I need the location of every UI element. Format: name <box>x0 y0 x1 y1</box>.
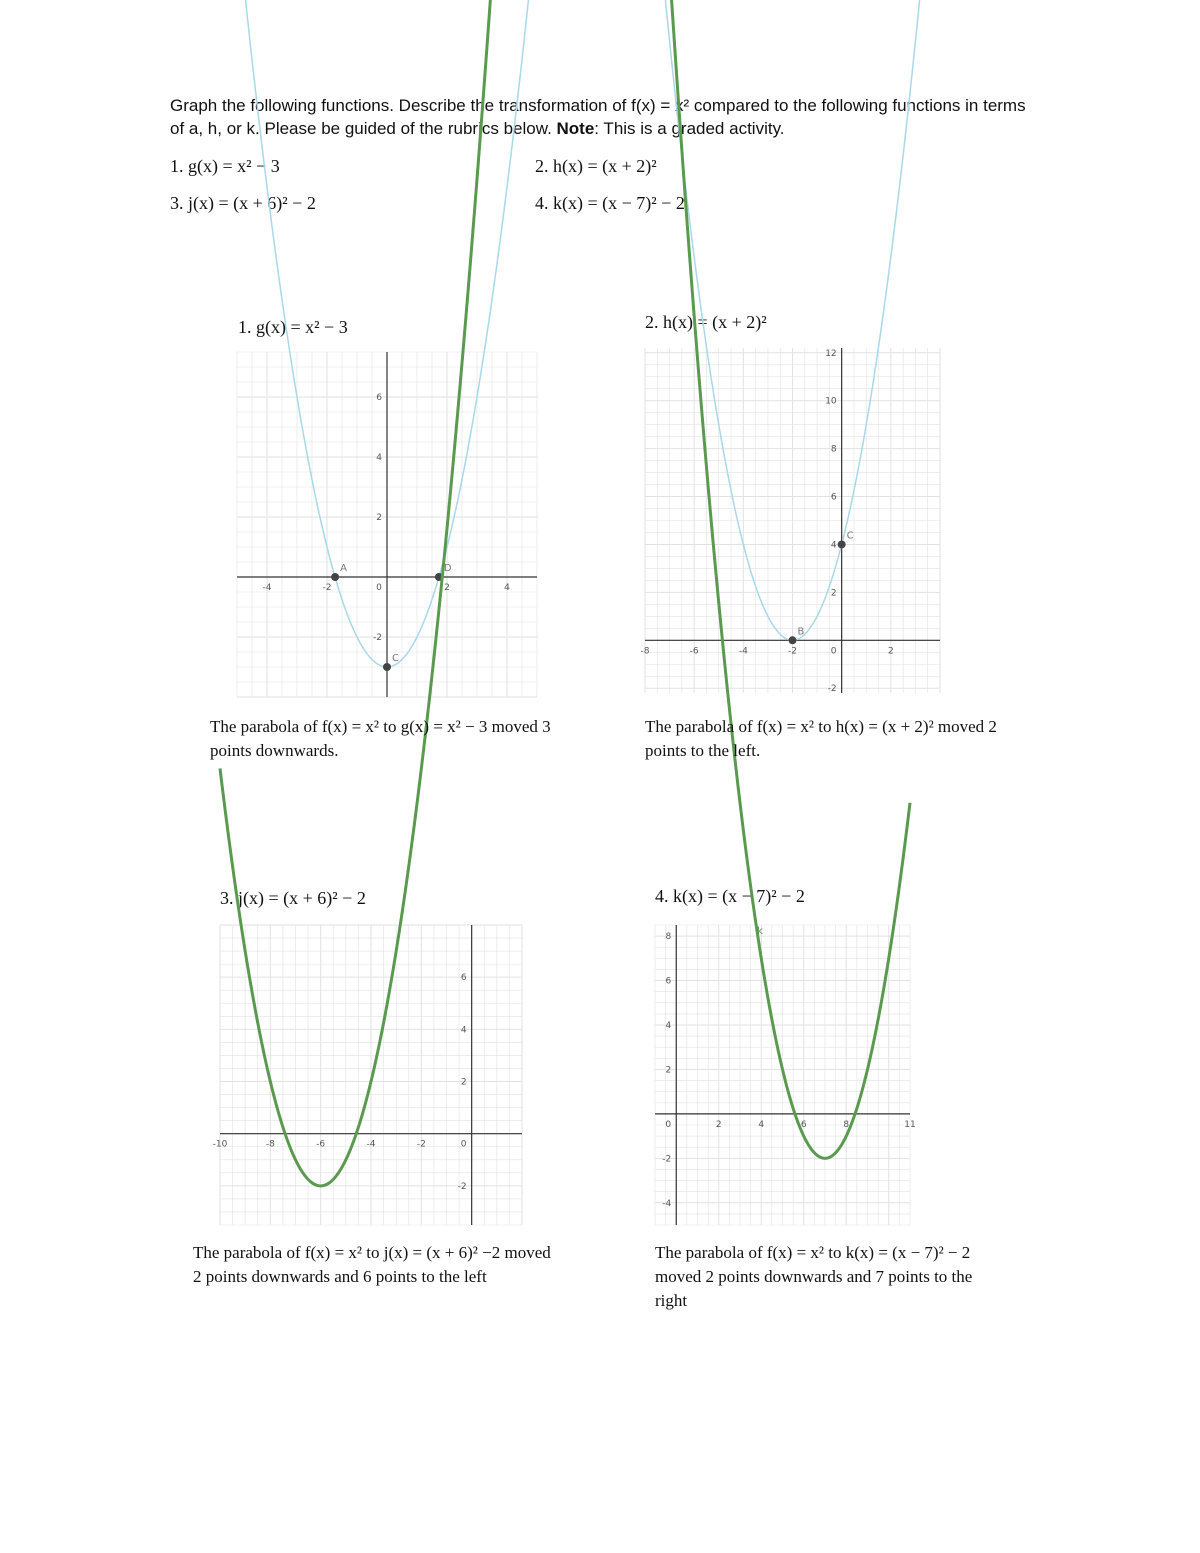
curve-label: k <box>757 926 763 937</box>
graph-j <box>212 925 522 1225</box>
x-tick-label: -8 <box>265 1139 275 1150</box>
y-tick-label: 4 <box>376 453 382 463</box>
description-1: The parabola of f(x) = x² to g(x) = x² − 3 moved 3 points downwards. <box>210 717 551 760</box>
y-tick-label: 6 <box>376 393 382 403</box>
y-tick-label: -2 <box>373 633 382 643</box>
y-tick-label: 2 <box>376 513 382 523</box>
y-tick-label: 8 <box>665 932 672 943</box>
y-tick-label: 10 <box>825 396 837 407</box>
x-tick-label: -2 <box>322 583 332 593</box>
function-3: 3. j(x) = (x + 6)² − 2 <box>170 193 316 213</box>
y-tick-label: 2 <box>665 1065 672 1076</box>
point-label: D <box>443 563 452 574</box>
x-tick-label: 2 <box>715 1119 722 1130</box>
graph-g <box>237 352 537 697</box>
graph-title-4: 4. k(x) = (x − 7)² − 2 <box>655 886 805 906</box>
x-tick-label: 4 <box>504 583 510 593</box>
y-tick-label: -2 <box>827 684 837 695</box>
y-tick-label: 4 <box>830 540 837 551</box>
x-tick-label: -4 <box>262 583 272 593</box>
point-label: A <box>340 563 347 574</box>
instructions <box>170 94 1030 140</box>
x-tick-label: 0 <box>376 583 382 593</box>
description-3: The parabola of f(x) = x² to j(x) = (x + 6)² −2 moved 2 points downwards and 6 points to the left <box>193 1243 551 1286</box>
point-B <box>789 636 797 644</box>
point-label: B <box>797 626 805 638</box>
y-tick-label: 4 <box>665 1021 672 1031</box>
x-tick-label: -6 <box>316 1139 326 1150</box>
y-tick-label: 6 <box>460 973 467 984</box>
x-tick-label: -2 <box>788 646 797 657</box>
graph-h <box>640 348 940 695</box>
y-tick-label: -2 <box>457 1181 467 1192</box>
function-1: 1. g(x) = x² − 3 <box>170 156 280 176</box>
point-C <box>838 540 846 548</box>
x-tick-label: 4 <box>758 1119 765 1130</box>
x-tick-label: -4 <box>366 1139 376 1150</box>
note-label: Note <box>556 119 595 138</box>
x-tick-label: 2 <box>444 583 450 593</box>
function-4: 4. k(x) = (x − 7)² − 2 <box>535 193 685 213</box>
x-tick-label: -10 <box>212 1139 228 1150</box>
x-tick-label: -2 <box>416 1139 426 1150</box>
graph-title-3: 3. j(x) = (x + 6)² − 2 <box>220 888 366 908</box>
x-tick-label: 11 <box>904 1119 916 1130</box>
y-tick-label: 4 <box>460 1025 467 1036</box>
function-2: 2. h(x) = (x + 2)² <box>535 156 657 176</box>
y-tick-label: 6 <box>665 976 672 987</box>
description-4: The parabola of f(x) = x² to k(x) = (x − 7)² − 2 moved 2 points downwards and 7 points to the right <box>655 1243 973 1310</box>
x-tick-label: 2 <box>887 646 894 657</box>
y-tick-label: 6 <box>830 492 837 503</box>
x-tick-label: -6 <box>689 646 699 657</box>
y-tick-label: -2 <box>662 1154 672 1165</box>
y-tick-label: 8 <box>830 444 837 455</box>
point-A <box>331 573 339 581</box>
instructions-text-end: : This is a graded activity. <box>594 119 785 138</box>
x-tick-label: 0 <box>460 1139 467 1150</box>
y-tick-label: 2 <box>460 1077 467 1088</box>
point-label: C <box>392 653 399 664</box>
y-tick-label: 2 <box>830 588 837 599</box>
instructions-text: Graph the following functions. Describe the transformation of f(x) = x² compared to the following functions in terms of a, h, or k. Please be guided of the rubrics below. <box>170 96 1026 138</box>
x-tick-label: 8 <box>843 1119 850 1130</box>
description-2: The parabola of f(x) = x² to h(x) = (x + 2)² moved 2 points to the left. <box>645 717 997 760</box>
x-tick-label: 0 <box>665 1119 672 1130</box>
graph-k <box>655 925 916 1225</box>
x-tick-label: 0 <box>830 646 837 657</box>
graph-title-2: 2. h(x) = (x + 2)² <box>645 312 767 332</box>
y-tick-label: 12 <box>825 348 837 359</box>
x-tick-label: -8 <box>640 646 650 657</box>
x-tick-label: -4 <box>738 646 748 657</box>
x-tick-label: 6 <box>800 1119 807 1130</box>
point-C <box>383 663 391 671</box>
point-label: C <box>846 530 854 542</box>
graph-title-1: 1. g(x) = x² − 3 <box>238 317 348 337</box>
y-tick-label: -4 <box>662 1198 672 1209</box>
